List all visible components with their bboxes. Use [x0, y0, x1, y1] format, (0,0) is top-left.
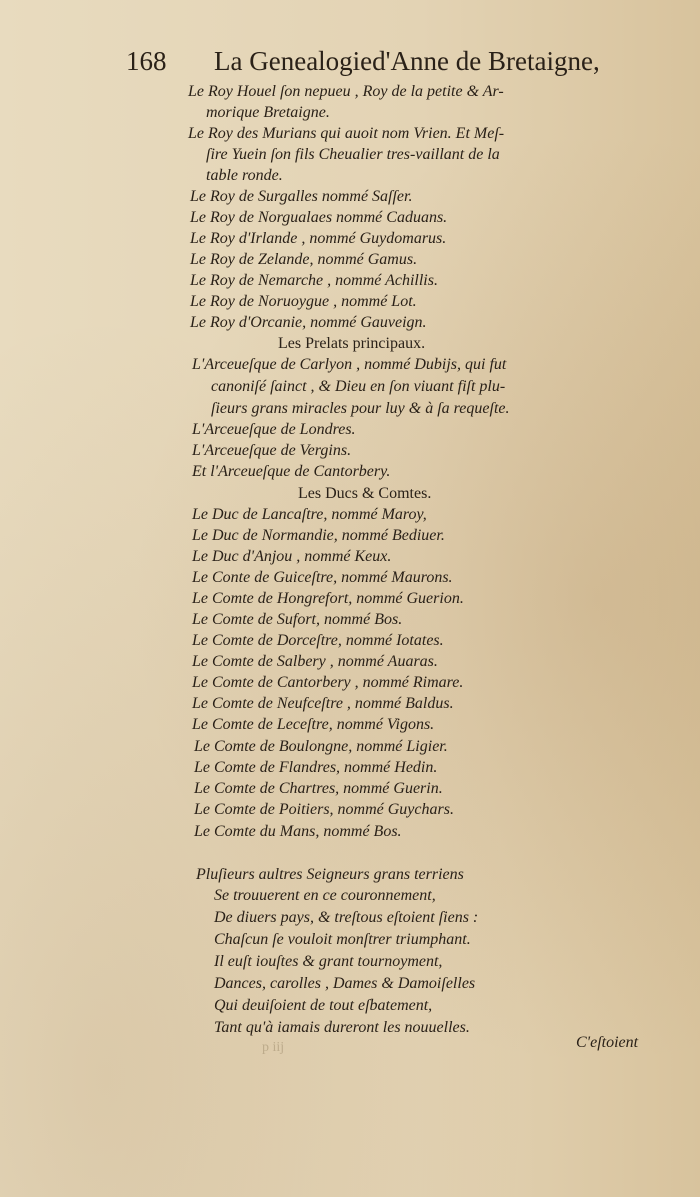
text-line: ſieurs grans miracles pour luy & à ſa requeſte. — [211, 400, 510, 417]
text-line: Le Roy d'Irlande , nommé Guydomarus. — [190, 230, 447, 247]
verse-line: Il euſt iouſtes & grant tournoyment, — [214, 953, 443, 970]
text-line: L'Arceueſque de Londres. — [192, 421, 356, 438]
text-line: table ronde. — [206, 167, 283, 184]
verse-line: Pluſieurs aultres Seigneurs grans terriens — [196, 866, 464, 883]
text-line: Le Comte de Chartres, nommé Guerin. — [194, 780, 443, 797]
text-line: canoniſé ſainct , & Dieu en ſon viuant fiſt plu- — [211, 378, 506, 395]
text-line: Le Roy de Surgalles nommé Saſſer. — [190, 188, 413, 205]
page-header — [126, 46, 646, 86]
text-line: Le Comte de Boulongne, nommé Ligier. — [194, 738, 448, 755]
text-line: Le Comte du Mans, nommé Bos. — [194, 823, 402, 840]
text-line: Le Comte de Dorceſtre, nommé Iotates. — [192, 632, 444, 649]
catchword: C'eſtoient — [576, 1034, 639, 1051]
text-line: ſire Yuein ſon fils Cheualier tres-vaillant de la — [206, 146, 500, 163]
text-line: morique Bretaigne. — [206, 104, 330, 121]
text-line: Le Comte de Salbery , nommé Auaras. — [192, 653, 438, 670]
text-line: Et l'Arceueſque de Cantorbery. — [192, 463, 391, 480]
text-line: L'Arceueſque de Vergins. — [192, 442, 352, 459]
text-line: Le Duc de Normandie, nommé Bediuer. — [192, 527, 445, 544]
text-line: Le Roy de Nemarche , nommé Achillis. — [190, 272, 438, 289]
text-line: L'Arceueſque de Carlyon , nommé Dubijs, qui fut — [192, 356, 507, 373]
verse-line: De diuers pays, & treſtous eſtoient ſiens : — [214, 909, 479, 926]
show-through-text: p iij — [262, 1040, 285, 1055]
section-heading: Les Ducs & Comtes. — [298, 485, 432, 502]
section-heading: Les Prelats principaux. — [278, 335, 426, 352]
verse-line: Qui deuiſoient de tout eſbatement, — [214, 997, 433, 1014]
text-line: Le Roy des Murians qui auoit nom Vrien. Et Meſ- — [188, 125, 505, 142]
text-line: Le Roy de Zelande, nommé Gamus. — [190, 251, 418, 268]
verse-line: Se trouuerent en ce couronnement, — [214, 887, 436, 904]
text-line: Le Comte de Leceſtre, nommé Vigons. — [192, 716, 435, 733]
text-line: Le Roy Houel ſon nepueu , Roy de la petite & Ar- — [188, 83, 504, 100]
text-line: Le Comte de Neufceſtre , nommé Baldus. — [192, 695, 454, 712]
text-line: Le Conte de Guiceſtre, nommé Maurons. — [192, 569, 453, 586]
text-line: Le Duc de Lancaſtre, nommé Maroy, — [192, 506, 427, 523]
verse-line: Tant qu'à iamais dureront les nouuelles. — [214, 1019, 470, 1036]
verse-line: Chaſcun ſe vouloit monſtrer triumphant. — [214, 931, 471, 948]
page-number: 168 — [126, 46, 167, 76]
text-line: Le Duc d'Anjou , nommé Keux. — [192, 548, 392, 565]
verse-line: Dances, carolles , Dames & Damoiſelles — [214, 975, 476, 992]
text-line: Le Roy de Norgualaes nommé Caduans. — [190, 209, 448, 226]
running-title: La Genealogied'Anne de Bretaigne, — [214, 46, 600, 76]
text-line: Le Comte de Hongrefort, nommé Guerion. — [192, 590, 464, 607]
text-line: Le Comte de Cantorbery , nommé Rimare. — [192, 674, 464, 691]
text-line: Le Comte de Flandres, nommé Hedin. — [194, 759, 438, 776]
text-line: Le Comte de Poitiers, nommé Guychars. — [194, 801, 454, 818]
text-line: Le Roy de Noruoygue , nommé Lot. — [190, 293, 417, 310]
text-line: Le Comte de Sufort, nommé Bos. — [192, 611, 403, 628]
text-line: Le Roy d'Orcanie, nommé Gauveign. — [190, 314, 427, 331]
